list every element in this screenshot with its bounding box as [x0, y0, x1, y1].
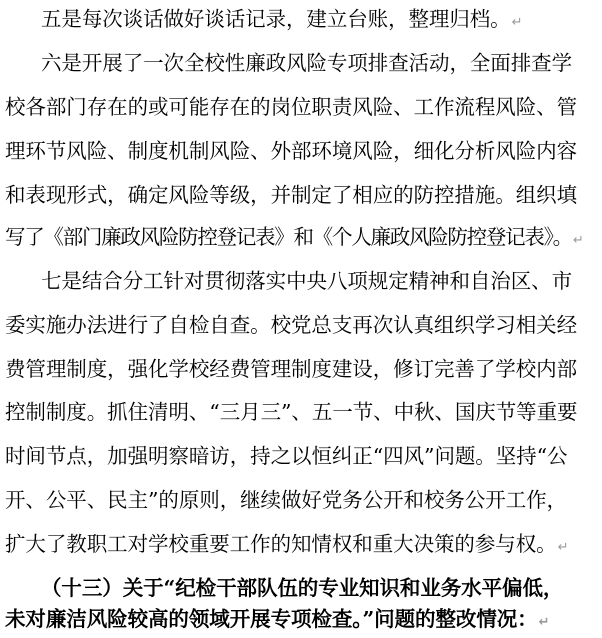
paragraph-six-line-2	[5, 92, 602, 122]
text-line: 理环节风险、制度机制风险、外部环境风险，细化分析风险内容	[5, 139, 577, 163]
paragraph-seven-line-2	[5, 310, 602, 340]
text-line: 和表现形式，确定风险等级，并制定了相应的防控措施。组织填	[5, 183, 577, 207]
paragraph-six-line-1	[41, 48, 602, 78]
text-line: 写了《部门廉政风险防控登记表》和《个人廉政风险防控登记表》。	[5, 225, 572, 249]
text-line: 开、公平、民主”的原则，继续做好党务公开和校务公开工作，	[5, 488, 567, 512]
paragraph-seven-line-7	[5, 529, 602, 559]
text-line: 控制制度。抓住清明、“三月三”、五一节、中秋、国庆节等重要	[5, 400, 578, 424]
paragraph-mark-icon: ↵	[511, 15, 523, 30]
text-line: 六是开展了一次全校性廉政风险专项排查活动，全面排查学	[41, 51, 572, 75]
text-line: 校各部门存在的或可能存在的岗位职责风险、工作流程风险、管	[5, 95, 577, 119]
paragraph-seven-line-1	[41, 266, 602, 296]
heading-text: （十三）关于“纪检干部队伍的专业知识和业务水平偏低，	[41, 576, 564, 600]
paragraph-mark-icon: ↵	[538, 615, 550, 630]
text-line: 七是结合分工针对贯彻落实中央八项规定精神和自治区、市	[41, 269, 572, 293]
text-line: 五是每次谈话做好谈话记录，建立台账，整理归档。	[41, 7, 511, 31]
paragraph-six-line-4	[5, 180, 602, 210]
paragraph-six-line-3	[5, 136, 602, 166]
paragraph-seven-line-5	[5, 441, 602, 471]
section-heading-line-2	[5, 604, 602, 634]
paragraph-mark-icon: ↵	[572, 233, 583, 248]
paragraph-seven-line-6	[5, 485, 602, 515]
text-line: 费管理制度，强化学校经费管理制度建设，修订完善了学校内部	[5, 357, 577, 381]
paragraph-five	[41, 4, 602, 34]
text-line: 委实施办法进行了自检自查。校党总支再次认真组织学习相关经	[5, 313, 577, 337]
paragraph-seven-line-3	[5, 354, 602, 384]
paragraph-mark-icon: ↵	[557, 540, 569, 555]
paragraph-seven-line-4	[5, 397, 602, 427]
paragraph-six-line-5	[5, 222, 602, 252]
section-heading-line-1	[41, 573, 602, 603]
text-line: 扩大了教职工对学校重要工作的知情权和重大决策的参与权。	[5, 532, 557, 556]
heading-text: 未对廉洁风险较高的领域开展专项检查。”问题的整改情况：	[5, 607, 538, 631]
text-line: 时间节点，加强明察暗访，持之以恒纠正“四风”问题。坚持“公	[5, 444, 568, 468]
